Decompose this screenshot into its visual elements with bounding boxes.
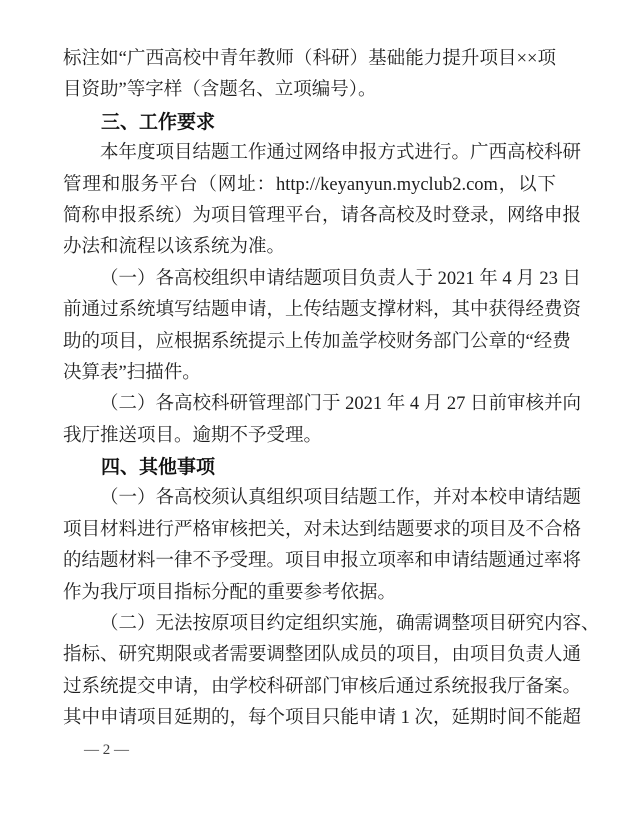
text-line: 的结题材料一律不予受理。项目申报立项率和申请结题通过率将 (63, 551, 582, 572)
text-line: 项目材料进行严格审核把关，对未达到结题要求的项目及不合格 (63, 519, 582, 540)
text-line: 其中申请项目延期的，每个项目只能申请 1 次，延期时间不能超 (63, 708, 582, 729)
section-heading: 四、其他事项 (101, 457, 216, 479)
text-line: （一）各高校须认真组织项目结题工作，并对本校申请结题 (100, 488, 582, 509)
text-line: 作为我厅项目指标分配的重要参考依据。 (63, 582, 397, 603)
text-line: 决算表”扫描件。 (63, 362, 201, 383)
text-block (63, 44, 600, 735)
text-line: （二）各高校科研管理部门于 2021 年 4 月 27 日前审核并向 (100, 394, 582, 415)
text-line: 前通过系统填写结题申请，上传结题支撑材料，其中获得经费资 (63, 300, 582, 321)
text-line: 办法和流程以该系统为准。 (63, 237, 286, 258)
text-line: （一）各高校组织申请结题项目负责人于 2021 年 4 月 23 日 (100, 268, 582, 289)
text-line: 简称申报系统）为项目管理平台，请各高校及时登录，网络申报 (63, 205, 582, 226)
page-number: — 2 — (84, 742, 129, 758)
text-line: 本年度项目结题工作通过网络申报方式进行。广西高校科研 (100, 143, 582, 164)
section-heading: 三、工作要求 (101, 111, 216, 133)
text-line: 管理和服务平台（网址：http://keyanyun.myclub2.com，以下 (63, 174, 556, 195)
text-line: 标注如“广西高校中青年教师（科研）基础能力提升项目××项 (63, 49, 556, 69)
text-line: 过系统提交申请，由学校科研部门审核后通过系统报我厅备案。 (63, 676, 582, 697)
text-line: 目资助”等字样（含题名、立项编号）。 (63, 80, 377, 101)
text-line: 助的项目，应根据系统提示上传加盖学校财务部门公章的“经费 (63, 331, 571, 352)
text-line: 指标、研究期限或者需要调整团队成员的项目，由项目负责人通 (63, 645, 582, 666)
text-line: 我厅推送项目。逾期不予受理。 (63, 425, 323, 446)
text-line: （二）无法按原项目约定组织实施，确需调整项目研究内容、 (100, 614, 600, 635)
